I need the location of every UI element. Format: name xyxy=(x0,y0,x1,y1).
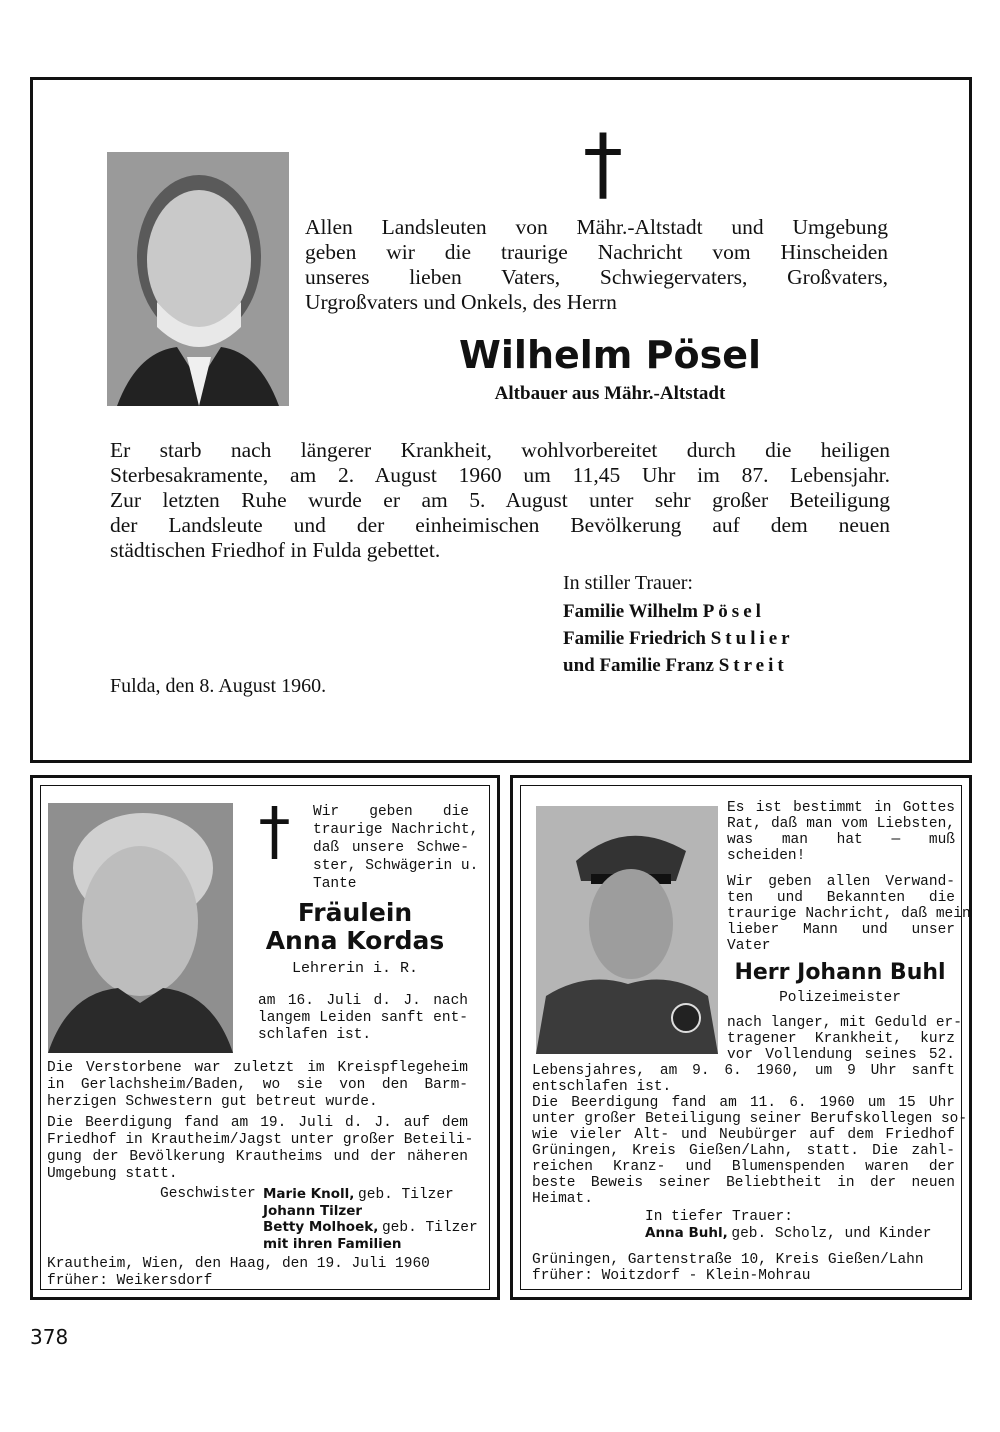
right-death-text xyxy=(727,1015,962,1063)
body-line: Er starb nach längerer Krankheit, wohlvorbereitet durch die heiligen xyxy=(110,438,890,462)
left-cross-symbol: † xyxy=(258,795,291,869)
sibling-note: geb. Tilzer xyxy=(358,1187,454,1203)
widow-name: Anna Buhl, xyxy=(645,1225,728,1241)
right-intro-text xyxy=(727,874,971,954)
sibling-entry xyxy=(263,1203,478,1219)
portrait-photo-wilhelm-posel xyxy=(107,152,289,406)
para-line: Die Verstorbene war zuletzt im Kreispflegeheim xyxy=(47,1060,468,1076)
death-line: schlafen ist. xyxy=(258,1027,372,1043)
left-paragraph-2 xyxy=(47,1115,474,1183)
main-body-text xyxy=(110,438,890,563)
intro-line: Allen Landsleuten von Mähr.-Altstadt und Umgebung xyxy=(305,215,888,239)
portrait-photo-johann-buhl xyxy=(536,806,718,1054)
body-line: städtischen Friedhof in Fulda gebettet. xyxy=(110,538,441,562)
left-name-line1: Fräulein xyxy=(297,898,413,927)
body-line: reichen Kranz- und Blumenspenden waren der xyxy=(532,1159,955,1175)
family-line xyxy=(563,625,794,652)
siblings-label: Geschwister xyxy=(160,1186,256,1202)
family-line xyxy=(563,598,794,625)
verse-line: Rat, daß man vom Liebsten, xyxy=(727,816,955,832)
intro-line: ster, Schwägerin u. xyxy=(313,858,479,874)
body-line: Heimat. xyxy=(532,1191,593,1207)
para-line: Friedhof in Krautheim/Jagst unter großer Beteili- xyxy=(47,1132,474,1148)
sibling-name: mit ihren Familien xyxy=(263,1236,402,1252)
family-surname: Stulier xyxy=(710,628,794,649)
sibling-entry xyxy=(263,1219,478,1236)
family-surname: Streit xyxy=(718,655,788,676)
para-line: Umgebung statt. xyxy=(47,1166,178,1182)
body-line: der Landsleute und der einheimischen Bevölkerung auf dem neuen xyxy=(110,513,890,537)
siblings-list xyxy=(263,1186,478,1252)
left-name-line2: Anna Kordas xyxy=(265,926,445,955)
body-line: wie vieler Alt- und Neubürger auf dem Friedhof xyxy=(532,1127,955,1143)
left-intro-text xyxy=(313,803,479,893)
para-line: gung der Bevölkerung Krautheims und der näheren xyxy=(47,1149,468,1165)
para-line: Die Beerdigung fand am 19. Juli d. J. auf dem xyxy=(47,1115,468,1131)
left-death-text xyxy=(258,993,468,1044)
intro-line: daß unsere Schwe- xyxy=(313,840,469,856)
right-body-text xyxy=(532,1063,968,1207)
para-line: in Gerlachsheim/Baden, wo sie von den Barm- xyxy=(47,1077,468,1093)
left-place-date: Krautheim, Wien, den Haag, den 19. Juli 1960 xyxy=(47,1256,430,1272)
deceased-name: Wilhelm Pösel xyxy=(458,333,761,377)
left-paragraph-1 xyxy=(47,1060,468,1111)
intro-line: Wir geben die xyxy=(313,804,469,820)
widow-rest: geb. Scholz, und Kinder xyxy=(731,1226,932,1242)
family-prefix: Familie Wilhelm xyxy=(563,601,698,622)
body-line: Grüningen, Kreis Gießen/Lahn, statt. Die zahl- xyxy=(532,1143,955,1159)
intro-line: geben wir die traurige Nachricht vom Hinscheiden xyxy=(305,240,888,264)
intro-line: Tante xyxy=(313,876,357,892)
left-former-residence: früher: Weikersdorf xyxy=(47,1273,213,1289)
verse-line: was man hat — muß xyxy=(727,832,955,848)
main-intro-text xyxy=(305,215,888,315)
intro-line: ten und Bekannten die xyxy=(727,890,955,906)
right-intro-verse xyxy=(727,800,955,864)
cross-symbol: † xyxy=(583,117,623,210)
body-line: Lebensjahres, am 9. 6. 1960, um 9 Uhr sanft xyxy=(532,1063,955,1079)
right-widow-line xyxy=(645,1225,932,1242)
sibling-name: Marie Knoll, xyxy=(263,1186,355,1202)
body-line: entschlafen ist. xyxy=(532,1079,672,1095)
main-place-date: Fulda, den 8. August 1960. xyxy=(110,675,327,697)
right-mourning-label: In tiefer Trauer: xyxy=(645,1209,793,1225)
body-line: Sterbesakramente, am 2. August 1960 um 11,45 Uhr im 87. Lebensjahr. xyxy=(110,463,890,487)
death-line: langem Leiden sanft ent- xyxy=(258,1010,468,1026)
left-title: Lehrerin i. R. xyxy=(292,960,419,977)
sibling-entry xyxy=(263,1186,478,1203)
portrait-photo-anna-kordas xyxy=(48,803,233,1053)
family-prefix: und Familie Franz xyxy=(563,655,714,676)
body-line: beste Beweis seiner Beliebtheit in der neuen xyxy=(532,1175,955,1191)
right-former-residence: früher: Woitzdorf - Klein-Mohrau xyxy=(532,1268,811,1284)
para-line: herzigen Schwestern gut betreut wurde. xyxy=(47,1094,378,1110)
right-deceased-name: Herr Johann Buhl xyxy=(734,960,946,985)
right-address: Grüningen, Gartenstraße 10, Kreis Gießen/Lahn xyxy=(532,1252,924,1268)
mourning-label: In stiller Trauer: xyxy=(563,572,693,594)
sibling-name: Betty Molhoek, xyxy=(263,1219,379,1235)
sibling-name: Johann Tilzer xyxy=(263,1203,363,1219)
intro-line: traurige Nachricht, daß mein xyxy=(727,906,971,922)
death-line: vor Vollendung seines 52. xyxy=(727,1047,955,1063)
death-line: nach langer, mit Geduld er- xyxy=(727,1015,962,1031)
body-line: Zur letzten Ruhe wurde er am 5. August unter sehr großer Beteiligung xyxy=(110,488,890,512)
body-line: unter großer Beteiligung seiner Berufskollegen so- xyxy=(532,1111,968,1127)
intro-line: Vater xyxy=(727,938,771,954)
body-line: Die Beerdigung fand am 11. 6. 1960 um 15 Uhr xyxy=(532,1095,955,1111)
intro-line: unseres lieben Vaters, Schwiegervaters, Großvaters, xyxy=(305,265,888,289)
intro-line: lieber Mann und unser xyxy=(727,922,955,938)
family-line xyxy=(563,652,794,679)
family-prefix: Familie Friedrich xyxy=(563,628,706,649)
page-number: 378 xyxy=(30,1325,69,1349)
verse-line: scheiden! xyxy=(727,848,806,864)
verse-line: Es ist bestimmt in Gottes xyxy=(727,800,955,816)
portrait-silhouette xyxy=(536,806,718,1054)
intro-line: Urgroßvaters und Onkels, des Herrn xyxy=(305,290,617,314)
portrait-silhouette xyxy=(107,152,289,406)
sibling-entry xyxy=(263,1236,478,1252)
death-line: am 16. Juli d. J. nach xyxy=(258,993,468,1009)
intro-line: traurige Nachricht, xyxy=(313,822,479,838)
sibling-note: geb. Tilzer xyxy=(381,1220,478,1236)
right-deceased-title: Polizeimeister xyxy=(779,990,901,1006)
portrait-silhouette xyxy=(48,803,233,1053)
families-list xyxy=(563,598,794,679)
family-surname: Pösel xyxy=(702,601,765,622)
death-line: tragener Krankheit, kurz xyxy=(727,1031,955,1047)
deceased-subtitle: Altbauer aus Mähr.-Altstadt xyxy=(494,383,726,404)
intro-line: Wir geben allen Verwand- xyxy=(727,874,955,890)
